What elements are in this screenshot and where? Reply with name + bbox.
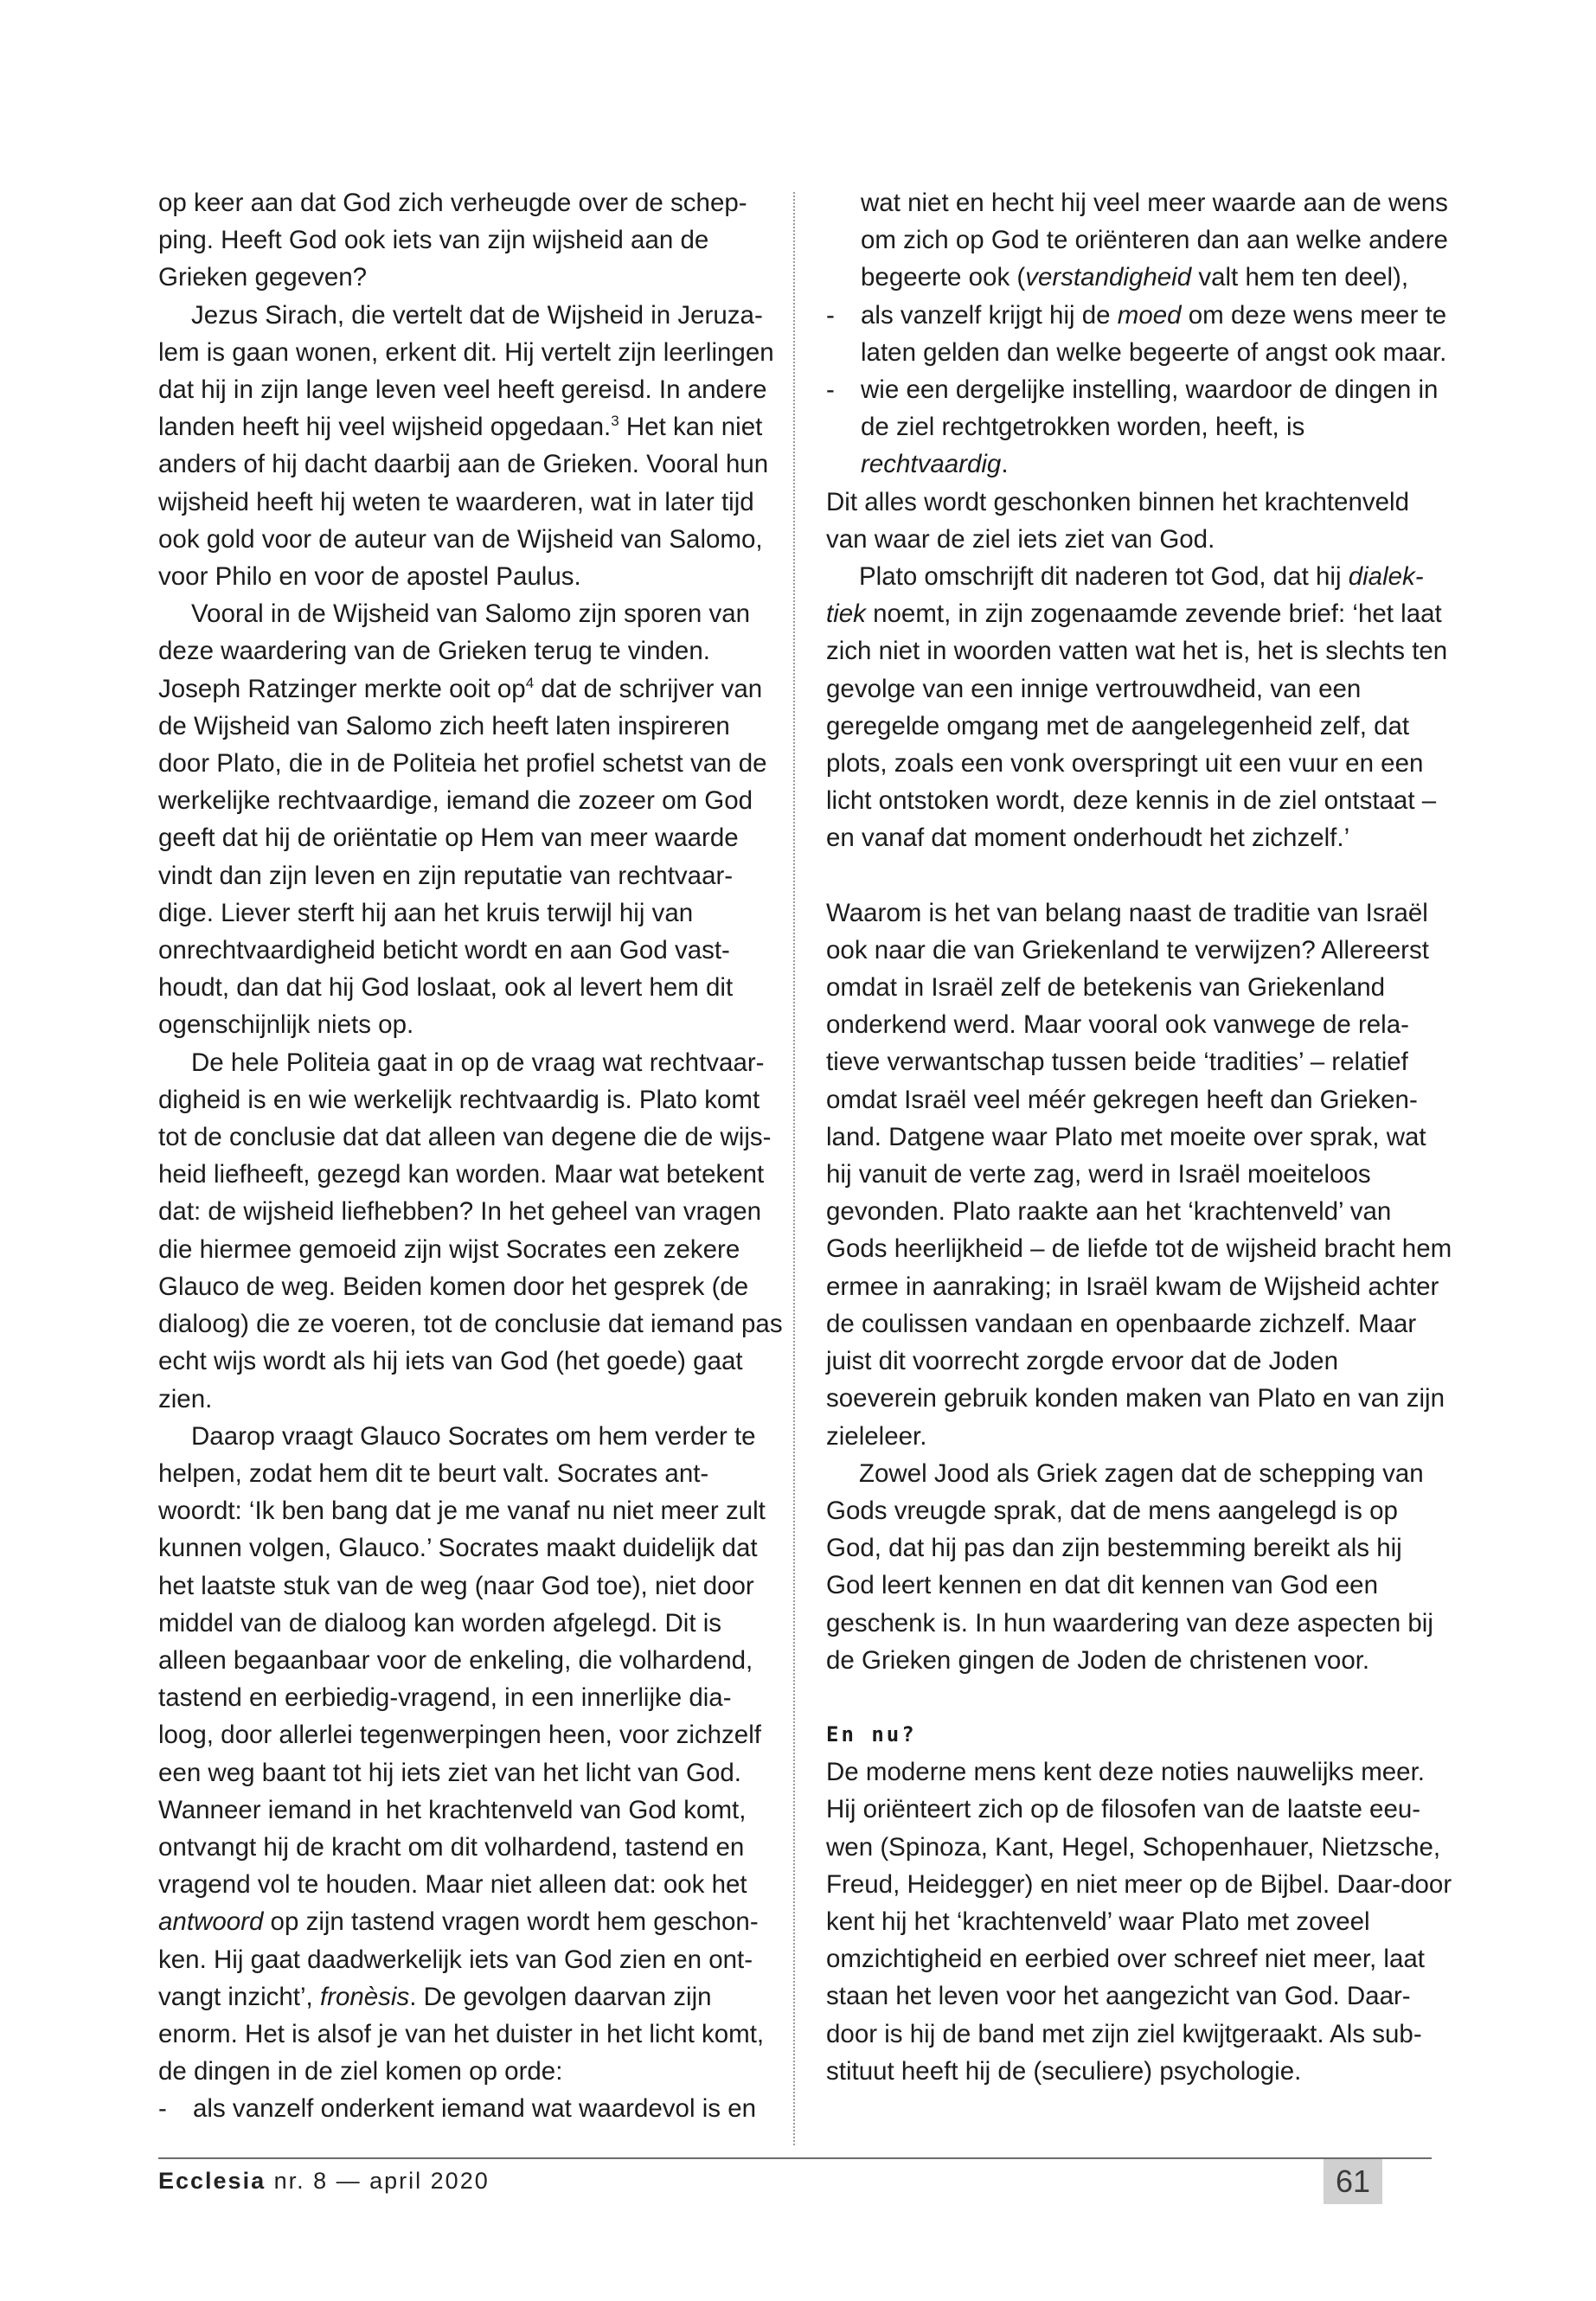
paragraph: De moderne mens kent deze noties nauwelijks meer. Hij oriënteert zich op de filosofen van de laatste eeu-wen (Spinoza, Kant, Hegel, Schopenhauer, Nietzsche, Freud, Heidegger) en niet meer op de Bijbel. Daar-door kent hij het ‘krachtenveld’ waar Plato met zoveel omzichtigheid en eerbied over schreef niet meer, laat staan het leven voor het aangezicht van God. Daar-door is hij de band met zijn ziel kwijtgeraakt. Als sub-stituut heeft hij de (seculiere) psychologie. [826, 1758, 1452, 2086]
paragraph: Daarop vraagt Glauco Socrates om hem verder te helpen, zodat hem dit te beurt valt. Socrates ant-woordt: ‘Ik ben bang dat je me vanaf nu niet meer zult kunnen volgen, Glauco.’ Socrates maakt duidelijk dat het laatste stuk van de weg (naar God toe), niet door middel van de dialoog kan worden afgelegd. Dit is alleen begaanbaar voor de enkeling, die volhardend, tastend en eerbiedig-vragend, in een innerlijke dia-loog, door allerlei tegenwerpingen heen, voor zichzelf een weg baant tot hij iets ziet van het licht van God. Wanneer iemand in het krachtenveld van God komt, ontvangt hij de kracht om dit volhardend, tastend en vragend vol te houden. Maar niet alleen dat: ook het antwoord op zijn tastend vragen wordt hem geschon-ken. Hij gaat daadwerkelijk iets van God zien en ont-vangt inzicht’, fronèsis. De gevolgen daarvan zijn enorm. Het is alsof je van het duister in het licht komt, de dingen in de ziel komen op orde: [158, 1421, 766, 2086]
page-number: 61 [1324, 2159, 1382, 2204]
paragraph: Vooral in de Wijsheid van Salomo zijn sporen van deze waardering van de Grieken terug te vinden. Joseph Ratzinger merkte ooit $op^4$ dat de schrijver van de Wijsheid van Salomo zich heeft laten inspireren door Plato, die in de Politeia het profiel schetst van de werkelijke rechtvaardige, iemand die zozeer om God geeft dat hij de oriëntatie op Hem van meer waarde vindt dan zijn leven en zijn reputatie van rechtvaar-dige. Liever sterft hij aan het kruis terwijl hij van onrechtvaardigheid beticht wordt en aan God vast-houdt, dan dat hij God loslaat, ook al levert hem dit ogenschijnlijk niets op. [158, 599, 767, 1040]
paragraph: Waarom is het van belang naast de traditie van Israël ook naar die van Griekenland te verwijzen? Allereerst omdat in Israël zelf de betekenis van Griekenland onderkend werd. Maar vooral ook vanwege de rela-tieve verwantschap tussen beide ‘tradities’ – relatief omdat Israël veel méér gekregen heeft dan Grieken-land. Datgene waar Plato met moeite over sprak, wat hij vanuit de verte zag, werd in Israël moeiteloos gevonden. Plato raakte aan het ‘krachtenveld’ van Gods heerlijkheid – de liefde tot de wijsheid bracht hem ermee in aanraking; in Israël kwam de Wijsheid achter de coulissen vandaan en openbaarde zichzelf. Maar juist dit voorrecht zorgde ervoor dat de Joden soeverein gebruik konden maken van Plato en van zijn zieleleer. [826, 898, 1452, 1451]
paragraph: Dit alles wordt geschonken binnen het krachtenveld van waar de ziel iets ziet van God. [826, 487, 1409, 554]
paragraph: op keer aan dat God zich verheugde over de schep-ping. Heeft God ook iets van zijn wijsheid aan de Grieken gegeven? [158, 189, 747, 292]
list-item: - als vanzelf krijgt hij de moed om deze wens meer te laten gelden dan welke begeerte of angst ook maar. [826, 297, 1453, 371]
magazine-name: Ecclesia [158, 2168, 266, 2194]
footer-rule [158, 2157, 1432, 2159]
paragraph: Jezus Sirach, die vertelt dat de Wijsheid in Jeruza-lem is gaan wonen, erkent dit. Hij vertelt zijn leerlingen dat hij in zijn lange leven veel heeft gereisd. In andere landen heeft hij veel wijsheid opgedaan.$^3$ Het kan niet anders of hij dacht daarbij aan de Grieken. Vooral hun wijsheid heeft hij weten te waarderen, wat in later tijd ook gold voor de auteur van de Wijsheid van Salomo, voor Philo en voor de apostel Paulus. [158, 300, 774, 592]
paragraph: Plato omschrijft dit naderen tot God, dat hij dialek-tiek noemt, in zijn zogenaamde zevende brief: ‘het laat zich niet in woorden vatten wat het is, het is slechts ten gevolge van een innige vertrouwdheid, van een geregelde omgang met de aangelegenheid zelf, dat plots, zoals een vonk overspringt uit een vuur en een licht ontstoken wordt, deze kennis in de ziel ontstaat – en vanaf dat moment onderhoudt het zichzelf.’ [826, 562, 1448, 853]
paragraph: Zowel Jood als Griek zagen dat de schepping van Gods vreugde sprak, dat de mens aangelegd is op God, dat hij pas dan zijn bestemming bereikt als hij God leert kennen en dat dit kennen van God een geschenk is. In hun waardering van deze aspecten bij de Grieken gingen de Joden de christenen voor. [826, 1458, 1433, 1675]
list-item-continued: wat niet en hecht hij veel meer waarde aan de wens om zich op God te oriënteren dan aan welke andere begeerte ook (verstandigheid valt hem ten deel), [861, 189, 1448, 292]
column-divider [793, 192, 795, 2145]
footer-publication [158, 2168, 490, 2195]
issue-info: nr. 8 — april 2020 [266, 2168, 490, 2194]
left-column [158, 184, 785, 2128]
section-heading: En nu? [826, 1721, 917, 1747]
right-column [826, 184, 1453, 2090]
list-item: - wie een dergelijke instelling, waardoor de dingen in de ziel rechtgetrokken worden, heeft, is rechtvaardig. [826, 371, 1453, 484]
list-item: - als vanzelf onderkent iemand wat waardevol is en [158, 2090, 785, 2127]
paragraph: De hele Politeia gaat in op de vraag wat rechtvaar-digheid is en wie werkelijk rechtvaardig is. Plato komt tot de conclusie dat dat alleen van degene die de wijs-heid liefheeft, gezegd kan worden. Maar wat betekent dat: de wijsheid liefhebben? In het geheel van vragen die hiermee gemoeid zijn wijst Socrates een zekere Glauco de weg. Beiden komen door het gesprek (de dialoog) die ze voeren, tot de conclusie dat iemand pas echt wijs wordt als hij iets van God (het goede) gaat zien. [158, 1048, 783, 1413]
